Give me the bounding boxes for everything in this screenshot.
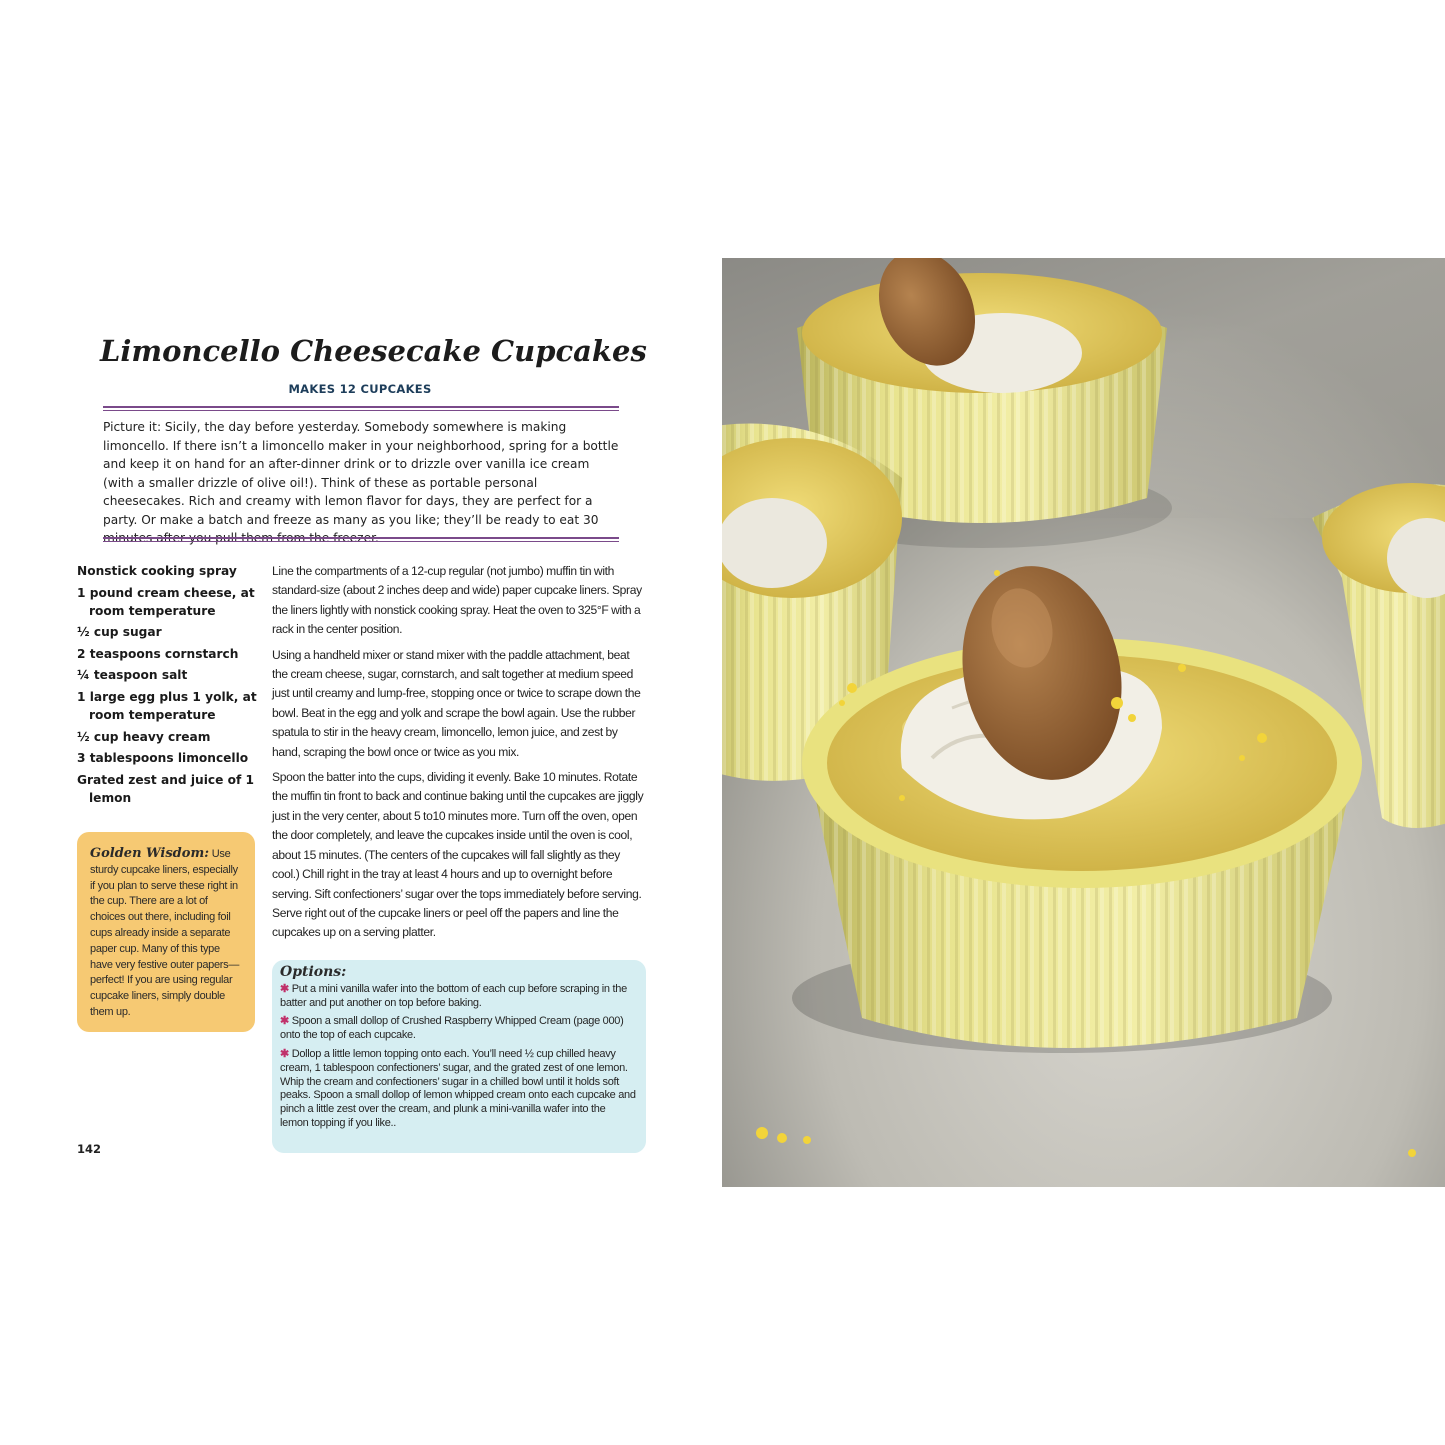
intro-bottom-rule <box>103 537 619 542</box>
ingredient-item: 2 teaspoons cornstarch <box>77 646 239 661</box>
asterisk-icon: ✱ <box>280 1047 289 1060</box>
option-item <box>280 1015 636 1043</box>
ingredient-item: Grated zest and juice of 1 lemon <box>77 772 255 805</box>
option-item <box>280 1048 636 1131</box>
recipe-yield: MAKES 12 CUPCAKES <box>288 382 432 396</box>
option-item <box>280 983 636 1011</box>
ingredient-list <box>77 562 259 810</box>
options-box <box>272 960 646 1153</box>
options-title: Options: <box>280 964 347 980</box>
golden-wisdom-box <box>77 832 255 1032</box>
method-step: Spoon the batter into the cups, dividing it evenly. Bake 10 minutes. Rotate the muffin tin front to back and continue baking until the cupcakes are jiggly just in the very center, about 5 to10 minutes more. Turn off the oven, open the door completely, and leave the cupcakes inside until the oven is cool, about 15 minutes. (The centers of the cupcakes will fall slightly as they cool.) Chill right in the tray at least 4 hours and up to overnight before serving. Sift confectioners’ sugar over the tops immediately before serving. Serve right out of the cupcake liners or peel off the papers and line the cupcakes up on a serving platter. <box>272 770 644 940</box>
ingredient-item: ½ cup sugar <box>77 625 162 640</box>
recipe-intro: Picture it: Sicily, the day before yesterday. Somebody somewhere is making limoncello. If there isn’t a limoncello maker in your neighborhood, spring for a bottle and keep it on hand for an after-dinner drink or to drizzle over vanilla ice cream (with a smaller drizzle of olive oil!). Think of these as portable personal cheesecakes. Rich and creamy with lemon flavor for days, they are perfect for a party. Or make a batch and freeze as many as you like; they’ll be ready to eat 30 minutes after you pull them from the freezer. <box>103 420 619 545</box>
ingredient-item: ¼ teaspoon salt <box>77 668 188 683</box>
option-text: Put a mini vanilla wafer into the bottom of each cup before scraping in the batter and put another on top before baking. <box>280 982 627 1009</box>
ingredient-item: 3 tablespoons limoncello <box>77 751 249 766</box>
ingredient-item: 1 pound cream cheese, at room temperature <box>77 585 255 618</box>
golden-wisdom-title: Golden Wisdom: <box>90 846 209 861</box>
ingredient-item: ½ cup heavy cream <box>77 729 211 744</box>
ingredient-item: 1 large egg plus 1 yolk, at room temperature <box>77 689 257 722</box>
method-step: Using a handheld mixer or stand mixer with the paddle attachment, beat the cream cheese, sugar, cornstarch, and salt together at medium speed just until creamy and lump-free, stopping once or twice to scrape down the bowl. Beat in the egg and yolk and scrape the bowl again. Use the rubber spatula to stir in the heavy cream, limoncello, lemon juice, and zest by hand, scraping the bowl once or twice as you mix. <box>272 647 641 759</box>
option-text: Dollop a little lemon topping onto each. You’ll need ½ cup chilled heavy cream, 1 tablespoon confectioners’ sugar, and the grated zest of one lemon. Whip the cream and confectioners’ sugar in a chilled bowl until it holds soft peaks. Spoon a small dollop of lemon whipped cream onto each cupcake and pinch a little zest over the cream, and plunk a mini-vanilla wafer into the lemon topping if you like.. <box>280 1047 636 1129</box>
recipe-method <box>272 562 646 949</box>
method-step: Line the compartments of a 12-cup regular (not jumbo) muffin tin with standard-size (about 2 inches deep and wide) paper cupcake liners. Spray the liners lightly with nonstick cooking spray. Heat the oven to 325°F with a rack in the center position. <box>272 564 642 637</box>
intro-top-rule <box>103 406 619 411</box>
golden-wisdom-text: Use sturdy cupcake liners, especially if you plan to serve these right in the cup. There are a lot of choices out there, including foil cups already inside a separate paper cup. Many of this type have very festive outer papers—perfect! If you are using regular cupcake liners, simply double them up. <box>90 848 240 1018</box>
option-text: Spoon a small dollop of Crushed Raspberry Whipped Cream (page 000) onto the top of each cupcake. <box>280 1015 624 1042</box>
cupcake-photo <box>722 258 1445 1187</box>
page-number: 142 <box>77 1142 102 1156</box>
asterisk-icon: ✱ <box>280 982 289 995</box>
asterisk-icon: ✱ <box>280 1015 289 1028</box>
ingredient-item: Nonstick cooking spray <box>77 564 237 578</box>
recipe-title: Limoncello Cheesecake Cupcakes <box>100 334 647 368</box>
